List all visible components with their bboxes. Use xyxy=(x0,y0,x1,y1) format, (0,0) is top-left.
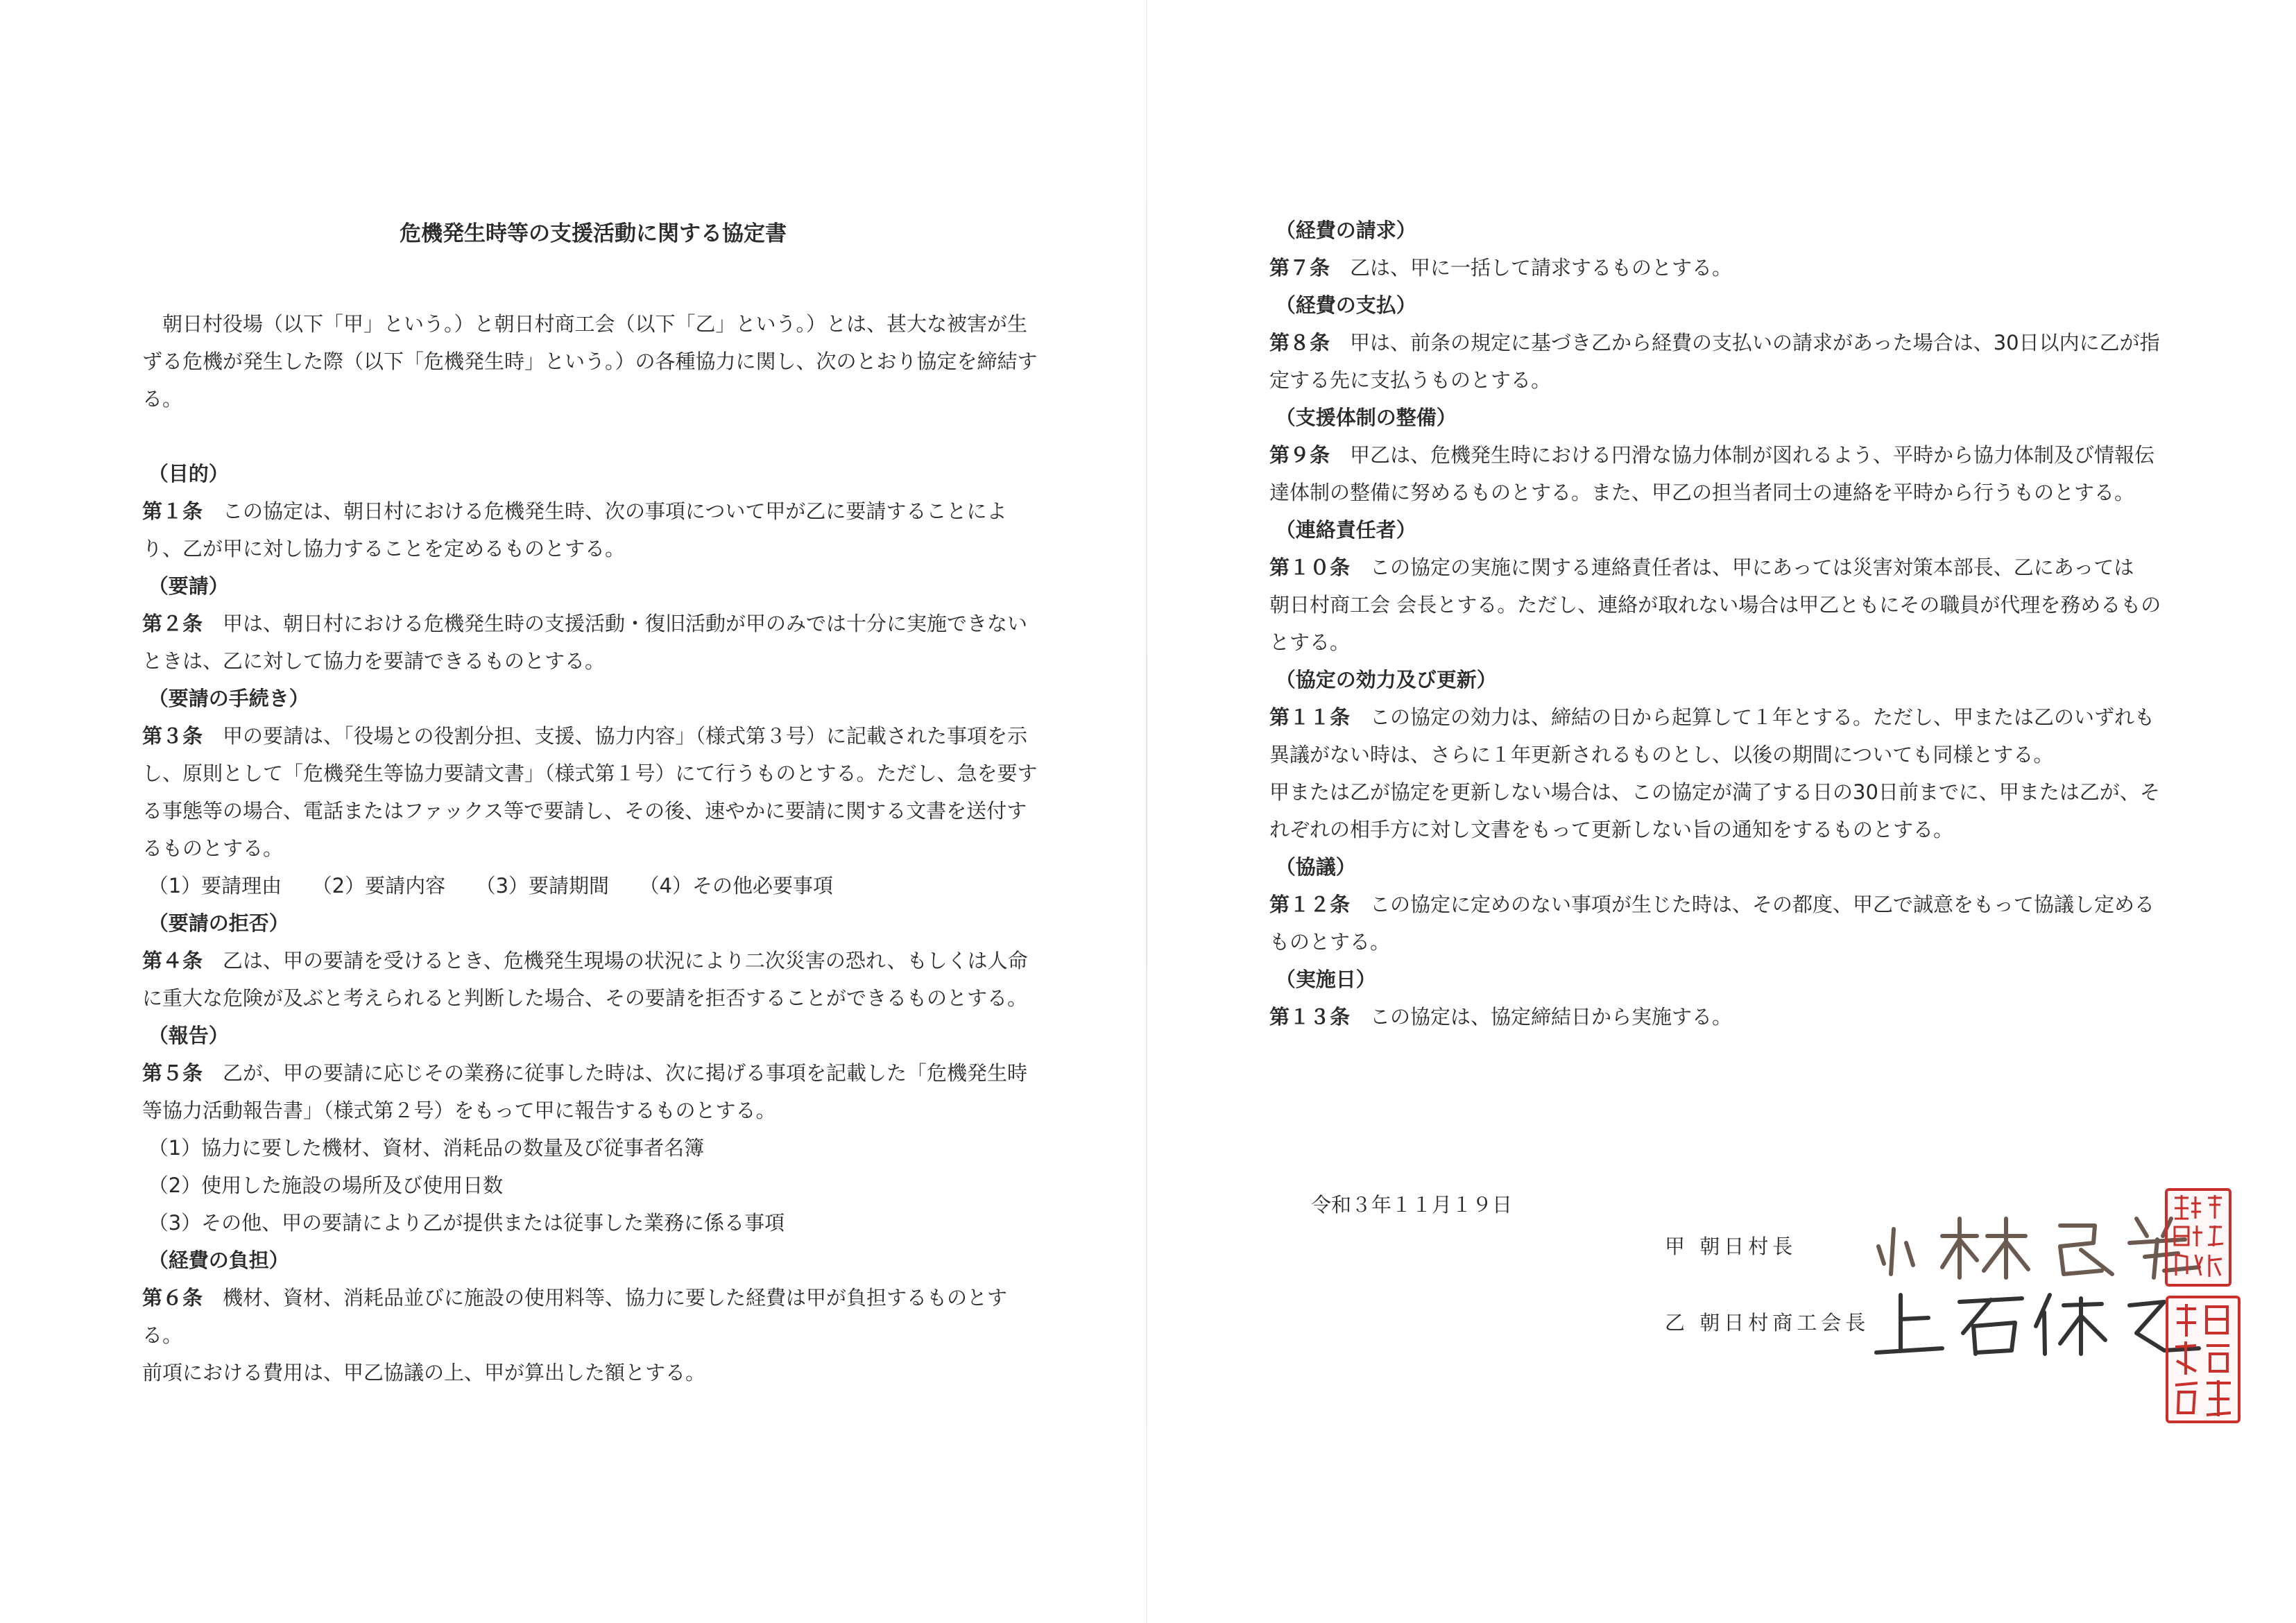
article-8-text: 甲は、前条の規定に基づき乙から経費の支払いの請求があった場合は、30日以内に乙が指定する先に支払うものとする。 xyxy=(1269,331,2160,392)
article-9-text: 甲乙は、危機発生時における円滑な協力体制が図れるよう、平時から協力体制及び情報伝達体制の整備に努めるものとする。また、甲乙の担当者同士の連絡を平時から行うものとする。 xyxy=(1269,443,2155,504)
left-page-body xyxy=(142,305,1044,1391)
article-5-text: 乙が、甲の要請に応じその業務に従事した時は、次に掲げる事項を記載した「危機発生時等協力活動報告書」（様式第２号）をもって甲に報告するものとする。 xyxy=(142,1061,1028,1122)
article-1-text: この協定は、朝日村における危機発生時、次の事項について甲が乙に要請することにより、乙が甲に対し協力することを定めるものとする。 xyxy=(142,499,1007,560)
article-6-heading: （経費の負担） xyxy=(148,1248,289,1272)
spacer xyxy=(142,418,1044,455)
article-12 xyxy=(1269,886,2171,961)
article-13 xyxy=(1269,998,2171,1036)
article-12-number: 第１２条 xyxy=(1269,893,1351,916)
article-3-text: 甲の要請は、「役場との役割分担、支援、協力内容」（様式第３号）に記載された事項を示し、原則として「危機発生等協力要請文書」（様式第１号）にて行うものとする。ただし、急を要する事態等の場合、電話またはファックス等で要請し、その後、速やかに要請に関する文書を送付するものとする。 xyxy=(142,724,1038,860)
article-2-number: 第２条 xyxy=(142,612,203,635)
signatory-2 xyxy=(1665,1304,1869,1341)
page-fold-line xyxy=(1146,0,1147,1623)
article-6-number: 第６条 xyxy=(142,1286,203,1309)
article-3-items xyxy=(142,867,1044,904)
article-8-heading: （経費の支払） xyxy=(1275,293,1416,317)
article-5 xyxy=(142,1054,1044,1129)
article-4-number: 第４条 xyxy=(142,949,203,972)
article-12-heading: （協議） xyxy=(1275,855,1356,879)
signatory-1-label: 甲 朝日村長 xyxy=(1665,1235,1797,1258)
village-mayor-seal xyxy=(2165,1188,2231,1287)
commerce-association-seal xyxy=(2166,1296,2241,1423)
article-11 xyxy=(1269,698,2171,773)
article-13-text: この協定は、協定締結日から実施する。 xyxy=(1370,1005,1733,1029)
article-6-text-2: 前項における費用は、甲乙協議の上、甲が算出した額とする。 xyxy=(142,1361,706,1384)
article-2-heading: （要請） xyxy=(148,574,229,598)
signatory-1 xyxy=(1665,1228,1797,1265)
article-11-text: この協定の効力は、締結の日から起算して１年とする。ただし、甲または乙のいずれも異議がない時は、さらに１年更新されるものとし、以後の期間についても同様とする。 xyxy=(1269,705,2155,766)
article-4-text: 乙は、甲の要請を受けるとき、危機発生現場の状況により二次災害の恐れ、もしくは人命に重大な危険が及ぶと考えられると判断した場合、その要請を拒否することができるものとする。 xyxy=(142,949,1028,1010)
article-11-number: 第１１条 xyxy=(1269,705,1351,729)
article-2-text: 甲は、朝日村における危機発生時の支援活動・復旧活動が甲のみでは十分に実施できないときは、乙に対して協力を要請できるものとする。 xyxy=(142,612,1028,673)
signatory-2-label: 乙 朝日村商工会長 xyxy=(1665,1311,1870,1334)
article-5-item-2: （2）使用した施設の場所及び使用日数 xyxy=(148,1174,504,1197)
article-9-heading: （支援体制の整備） xyxy=(1275,406,1457,429)
list-item: （2）要請内容 xyxy=(311,874,446,898)
article-6 xyxy=(142,1279,1044,1354)
document-title: 危機発生時等の支援活動に関する協定書 xyxy=(400,221,787,246)
article-3-number: 第３条 xyxy=(142,724,203,748)
article-1 xyxy=(142,492,1044,567)
article-10-heading: （連絡責任者） xyxy=(1275,518,1416,542)
article-7 xyxy=(1269,249,2171,286)
article-5-item-1: （1）協力に要した機材、資材、消耗品の数量及び従事者名簿 xyxy=(148,1136,705,1160)
article-7-number: 第７条 xyxy=(1269,256,1330,280)
article-7-text: 乙は、甲に一括して請求するものとする。 xyxy=(1350,256,1733,280)
article-1-number: 第１条 xyxy=(142,499,203,523)
article-3-heading: （要請の手続き） xyxy=(148,687,309,710)
article-8-number: 第８条 xyxy=(1269,331,1330,354)
article-13-number: 第１３条 xyxy=(1269,1005,1351,1029)
article-10-text-2: 朝日村商工会 会長とする。ただし、連絡が取れない場合は甲乙ともにその職員が代理を務めるものとする。 xyxy=(1269,593,2161,654)
article-9-number: 第９条 xyxy=(1269,443,1330,467)
article-2 xyxy=(142,605,1044,680)
article-5-number: 第５条 xyxy=(142,1061,203,1085)
article-1-heading: （目的） xyxy=(148,462,229,486)
agreement-date: 令和３年１１月１９日 xyxy=(1311,1193,1513,1217)
article-11-heading: （協定の効力及び更新） xyxy=(1275,668,1497,692)
article-7-heading: （経費の請求） xyxy=(1275,218,1416,242)
list-item: （3）要請期間 xyxy=(475,874,610,898)
article-8 xyxy=(1269,324,2171,399)
article-5-item-3: （3）その他、甲の要請により乙が提供または従事した業務に係る事項 xyxy=(148,1211,785,1235)
article-4 xyxy=(142,942,1044,1017)
article-10-text: この協定の実施に関する連絡責任者は、甲にあっては災害対策本部長、乙にあっては xyxy=(1370,556,2134,579)
preamble: 朝日村役場（以下「甲」という。）と朝日村商工会（以下「乙」という。）とは、甚大な被害が生ずる危機が発生した際（以下「危機発生時」という。）の各種協力に関し、次のとおり協定を締結する。 xyxy=(142,312,1038,411)
article-12-text: この協定に定めのない事項が生じた時は、その都度、甲乙で誠意をもって協議し定めるものとする。 xyxy=(1269,893,2155,954)
list-item: （4）その他必要事項 xyxy=(639,874,833,898)
article-9 xyxy=(1269,436,2171,511)
article-10 xyxy=(1269,549,2171,586)
article-11-text-2: 甲または乙が協定を更新しない場合は、この協定が満了する日の30日前までに、甲または乙が、それぞれの相手方に対し文書をもって更新しない旨の通知をするものとする。 xyxy=(1269,780,2160,841)
list-item: （1）要請理由 xyxy=(148,874,282,898)
article-3 xyxy=(142,717,1044,867)
article-4-heading: （要請の拒否） xyxy=(148,911,289,935)
right-page-body xyxy=(1269,212,2171,1036)
article-6-text: 機材、資材、消耗品並びに施設の使用料等、協力に要した経費は甲が負担するものとする。 xyxy=(142,1286,1008,1347)
article-10-number: 第１０条 xyxy=(1269,556,1351,579)
article-13-heading: （実施日） xyxy=(1275,968,1376,991)
article-5-heading: （報告） xyxy=(148,1024,229,1047)
